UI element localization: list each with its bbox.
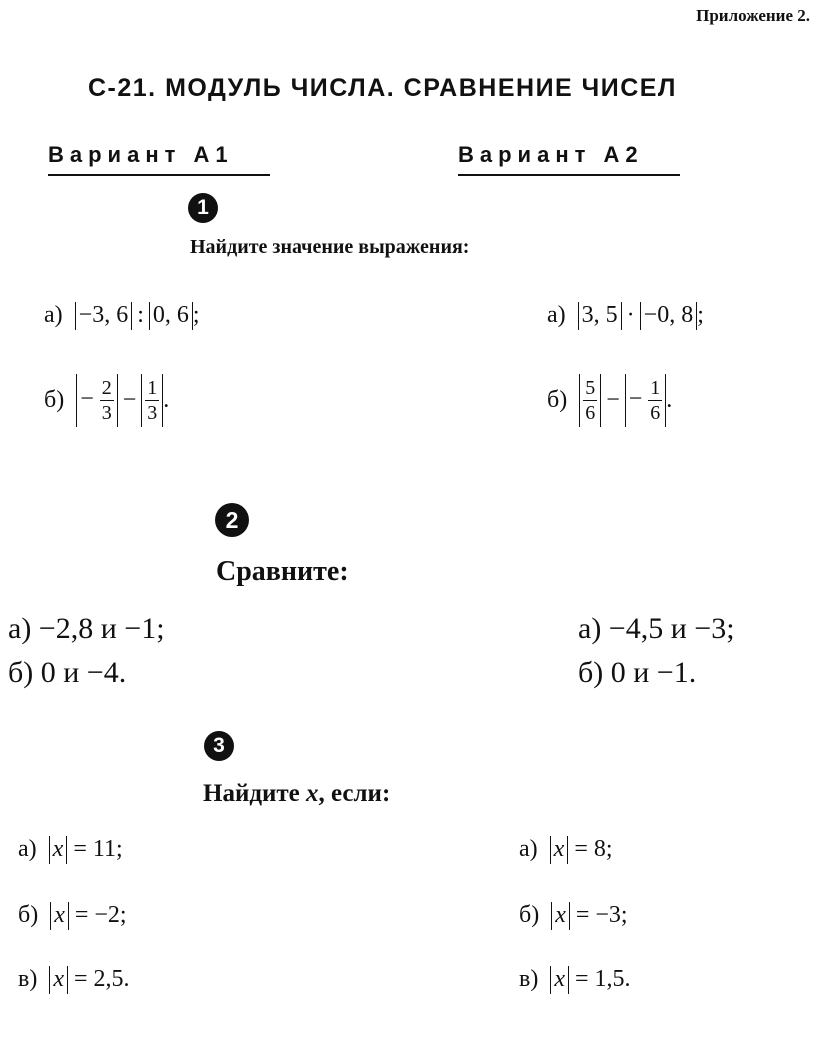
operator: : [137,302,144,329]
abs-value: 3, 5 [578,302,622,330]
abs-value: 0, 6 [149,302,193,330]
task-2-heading: Сравните: [216,556,349,587]
terminator: ; [192,302,200,329]
task-1-v1-a [44,302,200,330]
operator: − [122,387,137,413]
item-label: б) [18,902,39,929]
denominator: 3 [101,402,112,424]
task-3-v1-c [18,966,130,994]
task-1-v2-b [547,374,672,427]
abs-value: x [551,902,570,930]
minus-sign: − [80,386,94,413]
item-label: а) [44,302,63,329]
task-3-v2-a [519,836,613,864]
task-3-v2-c [519,966,631,994]
denominator: 3 [147,402,158,424]
fraction [145,376,159,425]
minus-sign: − [628,386,643,413]
numerator: 2 [101,377,112,399]
task-2-v1-b: б) 0 и −4. [8,656,127,689]
equation-rhs: = −3; [575,902,628,929]
abs-value: x [49,836,68,864]
page-title: С-21. МОДУЛЬ ЧИСЛА. СРАВНЕНИЕ ЧИСЕЛ [88,74,677,102]
equation-rhs: = 1,5. [574,966,631,993]
equation-rhs: = 11; [73,836,123,863]
appendix-label: Приложение 2. [696,6,810,25]
denominator: 6 [585,402,596,424]
item-label: б) [519,902,540,929]
item-label: в) [519,966,539,993]
numerator: 5 [585,377,596,399]
item-label: б) [44,387,65,413]
item-label: а) [18,836,37,863]
abs-value: −3, 6 [75,302,133,330]
item-label: в) [18,966,38,993]
terminator: . [163,387,170,413]
abs-value: x [50,902,69,930]
item-label: а) [547,302,566,329]
task-1-v1-b [44,374,169,427]
task-1-v2-a [547,302,704,330]
abs-value: x [550,836,569,864]
terminator: . [666,387,673,413]
terminator: ; [697,302,704,329]
heading-text: Найдите [203,780,300,807]
abs-value [625,374,667,427]
task-3-heading [203,780,390,808]
abs-value: x [49,966,68,994]
numerator: 1 [147,377,158,399]
heading-variable: x [306,780,319,807]
operator: − [606,387,620,413]
task-3-v1-b [18,902,127,930]
task-2-v2-b: б) 0 и −1. [578,656,697,689]
task-2-v1-a: а) −2,8 и −1; [8,612,165,645]
task-1-number: 1 [188,193,218,223]
equation-rhs: = 8; [574,836,613,863]
task-2-number: 2 [215,503,249,537]
task-3-v1-a [18,836,123,864]
fraction [648,376,662,425]
variant-a2-header: Вариант А2 [458,142,680,176]
abs-value [579,374,601,427]
fraction [100,376,114,425]
abs-value [141,374,163,427]
task-3-v2-b [519,902,628,930]
task-1-heading: Найдите значение выражения: [190,236,470,258]
abs-value: x [550,966,569,994]
variant-a1-header: Вариант А1 [48,142,270,176]
fraction [583,376,597,425]
denominator: 6 [650,402,661,424]
operator: · [626,302,635,329]
item-label: б) [547,387,568,413]
task-2-v2-a: а) −4,5 и −3; [578,612,735,645]
abs-value: −0, 8 [640,302,698,330]
heading-text: , если: [318,780,391,807]
equation-rhs: = 2,5. [73,966,130,993]
task-3-number: 3 [204,731,234,761]
numerator: 1 [650,377,661,399]
equation-rhs: = −2; [74,902,127,929]
item-label: а) [519,836,538,863]
abs-value [76,374,118,427]
